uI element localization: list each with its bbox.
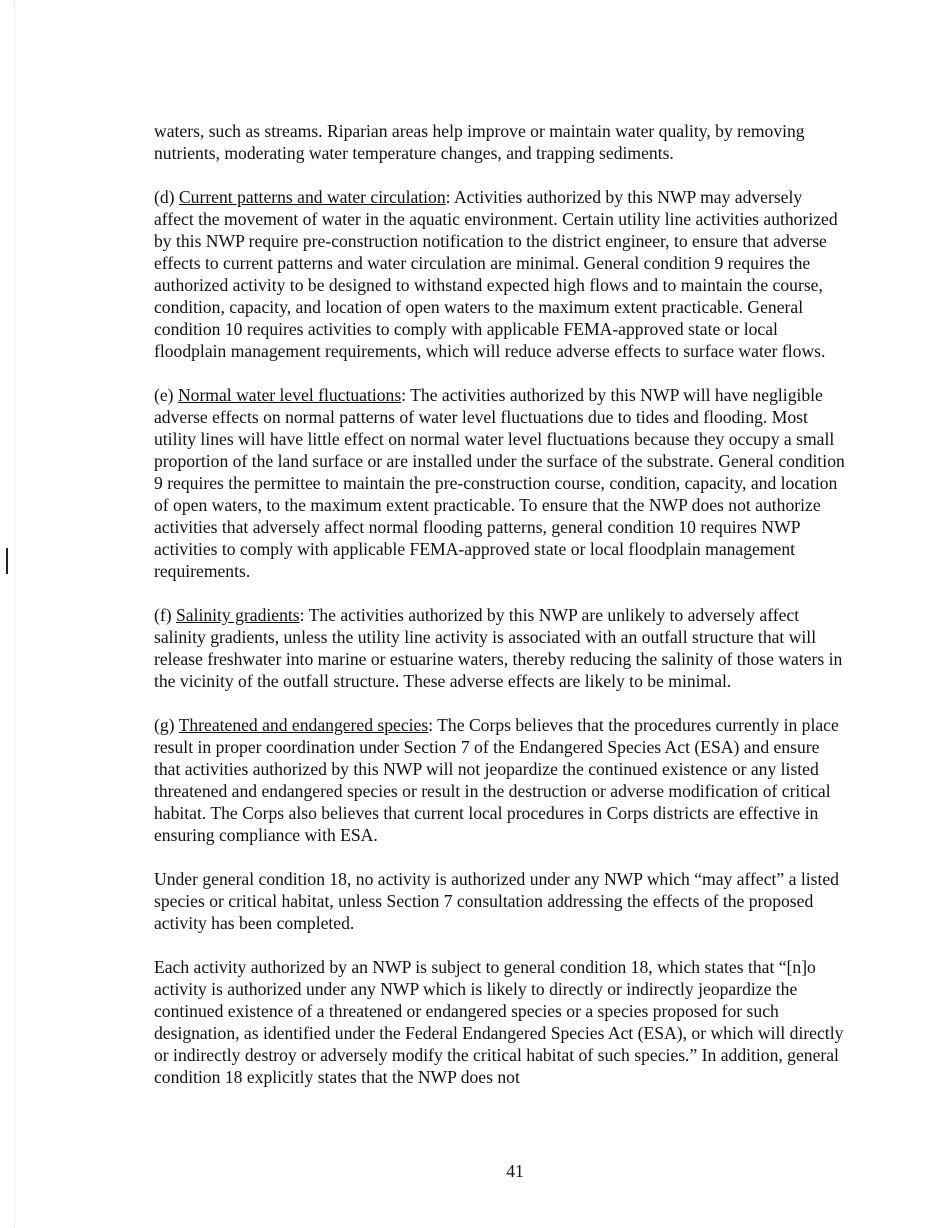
paragraph-text: : The activities authorized by this NWP are unlikely to adversely affect salinity gradients, unless the utility line activity is associated with an outfall structure that will release freshwater into marine or estuarine waters, thereby reducing the salinity of those waters in the vicinity of the outfall structure. These adverse effects are likely to be minimal.: [154, 605, 843, 691]
scan-mark: [6, 548, 8, 574]
paragraph-each-activity: [154, 956, 846, 1088]
paragraph-text: : Activities authorized by this NWP may adversely affect the movement of water in the aquatic environment. Certain utility line activities authorized by this NWP require pre-construction notification to the district engineer, to ensure that adverse effects to current patterns and water circulation are minimal. General condition 9 requires the authorized activity to be designed to withstand expected high flows and to maintain the course, condition, capacity, and location of open waters to the maximum extent practicable. General condition 10 requires activities to comply with applicable FEMA-approved state or local floodplain management requirements, which will reduce adverse effects to surface water flows.: [154, 187, 838, 361]
paragraph-label: (e): [154, 385, 178, 405]
paragraph-salinity: [154, 604, 846, 692]
paragraph-heading: Normal water level fluctuations: [177, 385, 402, 405]
paragraph-heading: Threatened and endangered species: [178, 715, 429, 735]
paragraph-current-patterns: [154, 186, 846, 362]
paragraph-riparian: [154, 120, 846, 164]
paragraph-label: (d): [154, 187, 179, 207]
paragraph-heading: Salinity gradients: [175, 605, 300, 625]
body-text: [154, 120, 846, 1110]
paragraph-text: : The Corps believes that the procedures currently in place result in proper coordination under Section 7 of the Endangered Species Act (ESA) and ensure that activities authorized by this NWP will not jeopardize the continued existence or any listed threatened and endangered species or result in the destruction or adverse modification of critical habitat. The Corps also believes that current local procedures in Corps districts are effective in ensuring compliance with ESA.: [154, 715, 839, 845]
scan-left-edge: [0, 0, 15, 1228]
paragraph-text: Under general condition 18, no activity is authorized under any NWP which “may affect” a listed species or critical habitat, unless Section 7 consultation addressing the effects of the proposed activity has been completed.: [154, 869, 839, 933]
paragraph-text: Each activity authorized by an NWP is subject to general condition 18, which states that “[n]o activity is authorized under any NWP which is likely to directly or indirectly jeopardize the continued existence of a threatened or endangered species or a species proposed for such designation, as identified under the Federal Endangered Species Act (ESA), or which will directly or indirectly destroy or adversely modify the critical habitat of such species.” In addition, general condition 18 explicitly states that the NWP does not: [154, 957, 844, 1087]
page-number: 41: [506, 1161, 524, 1181]
paragraph-label: (g): [154, 715, 179, 735]
paragraph-text: : The activities authorized by this NWP will have negligible adverse effects on normal patterns of water level fluctuations due to tides and flooding. Most utility lines will have little effect on normal water level fluctuations because they occupy a small proportion of the land surface or are installed under the surface of the substrate. General condition 9 requires the permittee to maintain the pre-construction course, condition, capacity, and location of open waters, to the maximum extent practicable. To ensure that the NWP does not authorize activities that adversely affect normal flooding patterns, general condition 10 requires NWP activities to comply with applicable FEMA-approved state or local floodplain management requirements.: [154, 385, 845, 581]
paragraph-general-condition-18: [154, 868, 846, 934]
paragraph-heading: Current patterns and water circulation: [178, 187, 446, 207]
paragraph-water-level: [154, 384, 846, 582]
paragraph-endangered-species: [154, 714, 846, 846]
paragraph-text: waters, such as streams. Riparian areas help improve or maintain water quality, by removing nutrients, moderating water temperature changes, and trapping sediments.: [154, 121, 805, 163]
paragraph-label: (f): [154, 605, 176, 625]
